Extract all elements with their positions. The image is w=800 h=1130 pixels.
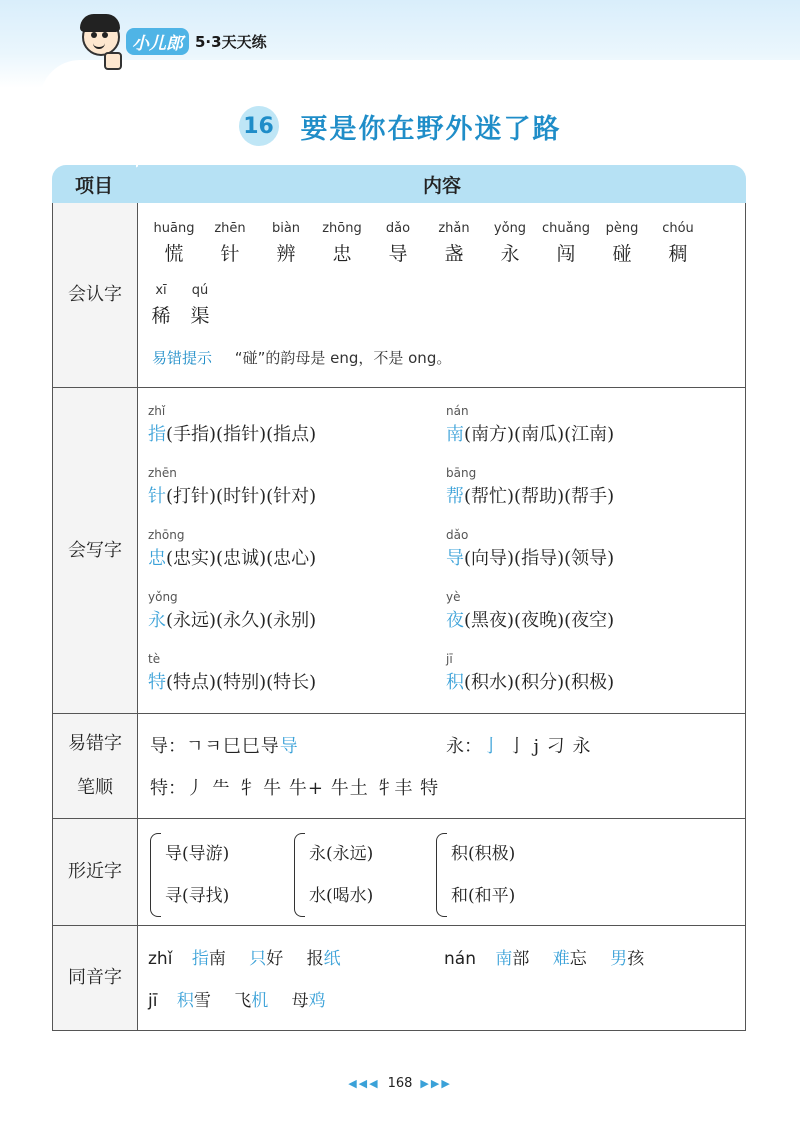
- write-item: zhēn 针(打针)(时针)(针对): [148, 466, 317, 507]
- write-item: zhǐ 指(手指)(指针)(指点): [148, 404, 317, 445]
- row-label: 会写字: [53, 388, 138, 713]
- row-homophone: [53, 925, 745, 1030]
- char-cell: chuǎng 闯: [541, 221, 591, 265]
- similar-pair: 永(永远) 水(喝水): [294, 833, 373, 917]
- table-header: [52, 165, 746, 203]
- write-item: jī 积(积水)(积分)(积极): [446, 652, 615, 693]
- left-arrows-icon: ◀◀◀: [348, 1077, 380, 1090]
- char-cell: huāng 慌: [153, 221, 195, 265]
- stroke-yong: 永：亅 亅 j 刁 永: [446, 736, 592, 757]
- lesson-title: 要是你在野外迷了路: [300, 113, 562, 145]
- char-cell: zhēn 针: [214, 221, 246, 265]
- char-cell: xī 稀: [151, 283, 171, 327]
- stroke-dao: 导：ㄱㅋ巳巳导导: [150, 736, 299, 757]
- char-cell: zhōng 忠: [322, 221, 362, 265]
- char-cell: yǒng 永: [493, 221, 527, 265]
- char-cell: biàn 辨: [271, 221, 301, 265]
- hint-tag: 易错提示: [152, 349, 213, 367]
- lesson-heading: [0, 106, 800, 146]
- header-content: [138, 165, 746, 203]
- homophone-line: jī 积雪 飞机 母鸡: [148, 991, 326, 1011]
- hint-text: “碰”的韵母是 eng，不是 ong。: [234, 349, 452, 367]
- recognize-chars-2: [146, 283, 224, 328]
- row-write: [53, 387, 745, 713]
- page-footer: [0, 1076, 800, 1091]
- write-item: nán 南(南方)(南瓜)(江南): [446, 404, 615, 445]
- write-item: zhōng 忠(忠实)(忠诚)(忠心): [148, 528, 317, 569]
- brace-icon: [294, 833, 305, 917]
- row-similar: [53, 818, 745, 925]
- error-hint: [152, 347, 451, 368]
- write-item: tè 特(特点)(特别)(特长): [148, 652, 317, 693]
- row-label: 易错字 笔顺: [53, 714, 138, 818]
- row-recognize: [53, 203, 745, 387]
- char-cell: qú 渠: [190, 283, 210, 327]
- brand-name: 小儿郎: [126, 28, 189, 55]
- brace-icon: [150, 833, 161, 917]
- char-cell: dǎo 导: [385, 221, 411, 265]
- row-label: 同音字: [53, 926, 138, 1030]
- similar-pair: 导(导游) 寻(寻找): [150, 833, 229, 917]
- write-item: bāng 帮(帮忙)(帮助)(帮手): [446, 466, 615, 507]
- write-item: yǒng 永(永远)(永久)(永别): [148, 590, 317, 631]
- header-content-label: 内容: [422, 174, 461, 197]
- recognize-chars: [146, 221, 706, 266]
- brace-icon: [436, 833, 447, 917]
- write-item: dǎo 导(向导)(指导)(领导): [446, 528, 615, 569]
- row-label: 形近字: [53, 819, 138, 925]
- header-item: 项目: [52, 165, 136, 203]
- char-cell: pèng 碰: [605, 221, 639, 265]
- row-label: 会认字: [53, 203, 138, 387]
- mascot-icon: [78, 14, 122, 68]
- stroke-te: 特：丿 ⺧ 牜 牛 牛+ 牛土 牜丰 特: [150, 778, 440, 799]
- brand-subtitle: 5·3天天练: [195, 32, 267, 51]
- write-item: yè 夜(黑夜)(夜晚)(夜空): [446, 590, 615, 631]
- right-arrows-icon: ▶▶▶: [420, 1077, 452, 1090]
- lesson-number-badge: 16: [239, 106, 279, 146]
- homophone-line: zhǐ 指南 只好 报纸: [148, 949, 341, 969]
- brand: [78, 14, 267, 68]
- char-cell: zhǎn 盏: [438, 221, 470, 265]
- vocab-table: [52, 165, 746, 1031]
- page-number: 168: [387, 1076, 413, 1091]
- char-cell: chóu 稠: [662, 221, 694, 265]
- homophone-line: nán 南部 难忘 男孩: [444, 949, 645, 969]
- row-stroke-order: [53, 713, 745, 818]
- similar-pair: 积(积极) 和(和平): [436, 833, 515, 917]
